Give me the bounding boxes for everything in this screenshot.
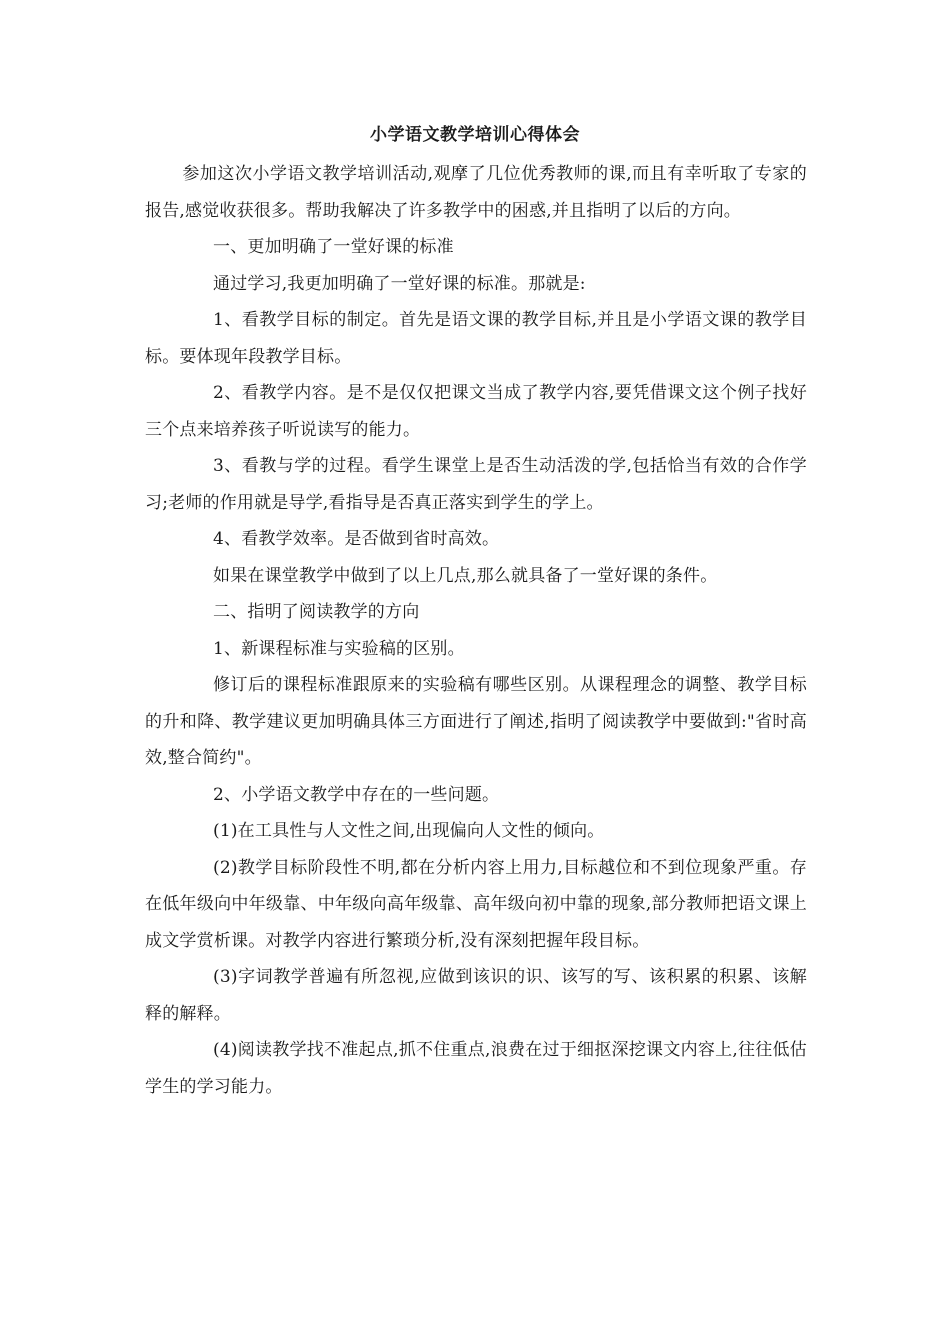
sub-list-item: (3)字词教学普遍有所忽视,应做到该识的识、该写的写、该积累的积累、该解释的解释。 <box>145 967 807 1024</box>
list-item: 1、看教学目标的制定。首先是语文课的教学目标,并且是小学语文课的教学目标。要体现年段教学目标。 <box>145 310 807 367</box>
document-title: 小学语文教学培训心得体会 <box>370 125 580 145</box>
sub-list-item: (1)在工具性与人文性之间,出现偏向人文性的倾向。 <box>213 821 605 841</box>
paragraph: 通过学习,我更加明确了一堂好课的标准。那就是: <box>213 273 586 294</box>
list-item: 1、新课程标准与实验稿的区别。 <box>213 638 465 659</box>
list-item: 2、小学语文教学中存在的一些问题。 <box>213 784 500 805</box>
paragraph: 如果在课堂教学中做到了以上几点,那么就具备了一堂好课的条件。 <box>213 565 718 586</box>
sub-list-item: (2)教学目标阶段性不明,都在分析内容上用力,目标越位和不到位现象严重。存在低年级向中年级靠、中年级向高年级靠、高年级向初中靠的现象,部分教师把语文课上成文学赏析课。对教学内容进行繁琐分析,没有深刻把握年段目标。 <box>145 857 807 951</box>
list-item: 4、看教学效率。是否做到省时高效。 <box>213 529 500 549</box>
paragraph-intro: 参加这次小学语文教学培训活动,观摩了几位优秀教师的课,而且有幸听取了专家的报告,感觉收获很多。帮助我解决了许多教学中的困惑,并且指明了以后的方向。 <box>145 164 807 221</box>
sub-list-item: (4)阅读教学找不准起点,抓不住重点,浪费在过于细抠深挖课文内容上,往往低估学生的学习能力。 <box>145 1040 807 1097</box>
list-item: 3、看教与学的过程。看学生课堂上是否生动活泼的学,包括恰当有效的合作学习;老师的作用就是导学,看指导是否真正落实到学生的学上。 <box>145 456 807 513</box>
section-heading-1: 一、更加明确了一堂好课的标准 <box>213 237 454 257</box>
paragraph: 修订后的课程标准跟原来的实验稿有哪些区别。从课程理念的调整、教学目标的升和降、教学建议更加明确具体三方面进行了阐述,指明了阅读教学中要做到:"省时高效,整合简约"。 <box>145 675 807 768</box>
list-item: 2、看教学内容。是不是仅仅把课文当成了教学内容,要凭借课文这个例子找好三个点来培养孩子听说读写的能力。 <box>145 383 807 440</box>
document-body <box>145 156 807 1105</box>
section-heading-2: 二、指明了阅读教学的方向 <box>213 602 420 622</box>
